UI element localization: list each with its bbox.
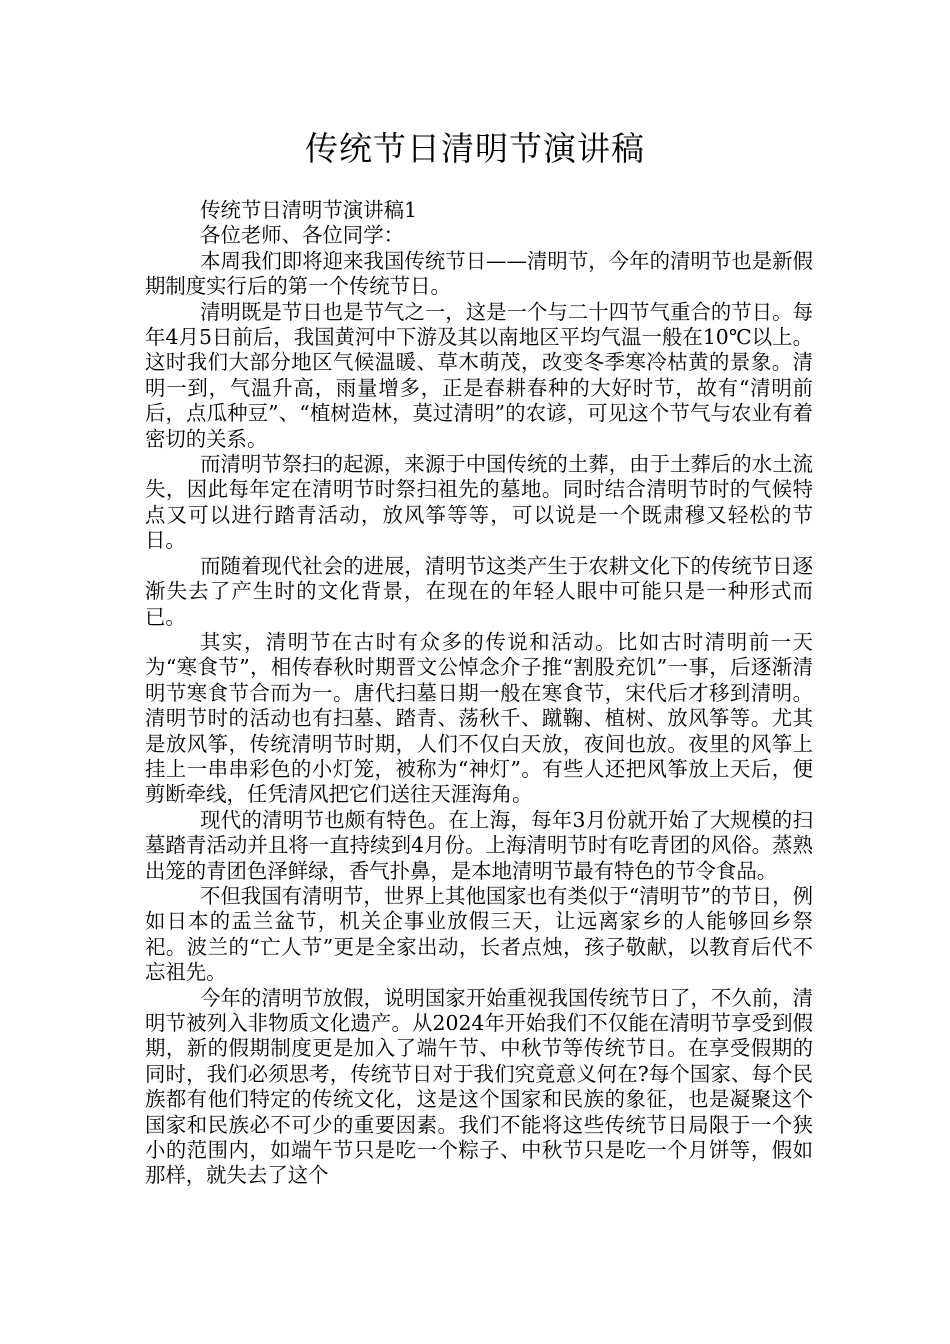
body-paragraph: 今年的清明节放假，说明国家开始重视我国传统节日了，不久前，清明节被列入非物质文化遗产。从2024年开始我们不仅能在清明节享受到假期，新的假期制度更是加入了端午节、中秋节等传统节日。在享受假期的同时，我们必须思考，传统节日对于我们究竟意义何在?每个国家、每个民族都有他们特定的传统文化，这是这个国家和民族的象征，也是凝聚这个国家和民族必不可少的重要因素。我们不能将这些传统节日局限于一个狭小的范围内，如端午节只是吃一个粽子、中秋节只是吃一个月饼等，假如那样，就失去了这个: [145, 985, 813, 1188]
body-paragraph: 现代的清明节也颇有特色。在上海，每年3月份就开始了大规模的扫墓踏青活动并且将一直持续到4月份。上海清明节时有吃青团的风俗。蒸熟出笼的青团色泽鲜绿，香气扑鼻，是本地清明节最有特色的节令食品。: [145, 807, 813, 883]
document-body: [145, 198, 813, 1189]
page-title: 传统节日清明节演讲稿: [305, 129, 645, 168]
body-paragraph: 其实，清明节在古时有众多的传说和活动。比如古时清明前一天为“寒食节”，相传春秋时期晋文公悼念介子推“割股充饥”一事，后逐渐清明节寒食节合而为一。唐代扫墓日期一般在寒食节，宋代后才移到清明。清明节时的活动也有扫墓、踏青、荡秋千、蹴鞠、植树、放风筝等。尤其是放风筝，传统清明节时期，人们不仅白天放，夜间也放。夜里的风筝上挂上一串串彩色的小灯笼，被称为“神灯”。有些人还把风筝放上天后，便剪断牵线，任凭清风把它们送往天涯海角。: [145, 629, 813, 807]
salutation: 各位老师、各位同学：: [200, 223, 404, 248]
body-paragraph: 本周我们即将迎来我国传统节日——清明节，今年的清明节也是新假期制度实行后的第一个传统节日。: [145, 248, 813, 299]
speech-subtitle: 传统节日清明节演讲稿1: [200, 198, 417, 222]
body-paragraph: 而清明节祭扫的起源，来源于中国传统的土葬，由于土葬后的水土流失，因此每年定在清明节时祭扫祖先的墓地。同时结合清明节时的气候特点又可以进行踏青活动，放风筝等等，可以说是一个既肃穆又轻松的节日。: [145, 452, 813, 553]
body-paragraph: 而随着现代社会的进展，清明节这类产生于农耕文化下的传统节日逐渐失去了产生时的文化背景，在现在的年轻人眼中可能只是一种形式而已。: [145, 553, 813, 629]
body-paragraph: 不但我国有清明节，世界上其他国家也有类似于“清明节”的节日，例如日本的盂兰盆节，机关企事业放假三天，让远离家乡的人能够回乡祭祀。波兰的“亡人节”更是全家出动，长者点烛，孩子敬献，以教育后代不忘祖先。: [145, 883, 813, 985]
body-paragraph: 清明既是节日也是节气之一，这是一个与二十四节气重合的节日。每年4月5日前后，我国黄河中下游及其以南地区平均气温一般在10℃以上。这时我们大部分地区气候温暖、草木萌茂，改变冬季寒冷枯黄的景象。清明一到，气温升高，雨量增多，正是春耕春种的大好时节，故有“清明前后，点瓜种豆”、“植树造林，莫过清明”的农谚，可见这个节气与农业有着密切的关系。: [145, 299, 813, 451]
